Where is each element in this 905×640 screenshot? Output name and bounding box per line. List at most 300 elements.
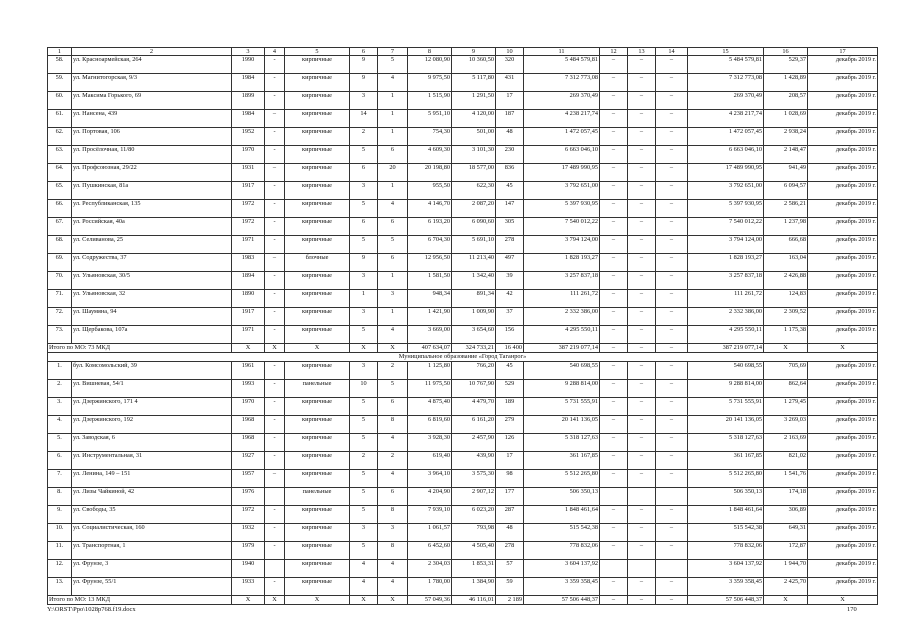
table-cell: 63. <box>48 146 72 164</box>
table-cell: 3 <box>350 524 378 542</box>
table-cell: 1 <box>378 110 408 128</box>
table-cell: - <box>265 290 285 308</box>
table-cell: 3. <box>48 398 72 416</box>
table-cell: 2 <box>350 128 378 146</box>
column-number: 14 <box>656 48 688 56</box>
register-table-sheet <box>47 47 877 605</box>
table-cell: – <box>265 254 285 272</box>
table-cell <box>600 560 628 578</box>
table-row <box>48 110 878 128</box>
table-cell: 766,20 <box>452 362 496 380</box>
table-cell: кирпичные <box>285 326 350 344</box>
table-cell: кирпичные <box>285 92 350 110</box>
column-number: 11 <box>524 48 600 56</box>
table-cell: 187 <box>496 110 524 128</box>
table-cell: 8 <box>378 542 408 560</box>
table-cell: кирпичные <box>285 578 350 596</box>
table-cell: – <box>628 416 656 434</box>
table-cell: 1968 <box>232 434 265 452</box>
table-cell: 4 204,90 <box>408 488 452 506</box>
table-cell: – <box>628 506 656 524</box>
column-number: 1 <box>48 48 72 56</box>
table-cell: 540 698,55 <box>688 362 764 380</box>
table-cell: 4 <box>350 560 378 578</box>
table-cell: 1 009,90 <box>452 308 496 326</box>
table-cell: 1 <box>378 272 408 290</box>
table-cell: - <box>265 218 285 236</box>
table-row <box>48 470 878 488</box>
table-cell: – <box>600 524 628 542</box>
table-cell: ул. Профсоюзная, 29/22 <box>72 164 232 182</box>
table-cell: 862,64 <box>764 380 808 398</box>
column-number: 12 <box>600 48 628 56</box>
table-cell: 1 <box>378 92 408 110</box>
table-cell: 2 087,20 <box>452 200 496 218</box>
table-cell: 1984 <box>232 74 265 92</box>
table-cell: - <box>265 542 285 560</box>
table-cell: - <box>265 182 285 200</box>
table-cell: 1. <box>48 362 72 380</box>
table-cell: 2 938,24 <box>764 128 808 146</box>
total-cell: X <box>265 344 285 353</box>
table-cell: ул. Инструментальная, 31 <box>72 452 232 470</box>
table-cell: – <box>656 182 688 200</box>
table-cell: декабрь 2019 г. <box>808 470 878 488</box>
table-cell: декабрь 2019 г. <box>808 272 878 290</box>
table-cell: 501,00 <box>452 128 496 146</box>
table-cell: ул. Красноармейская, 264 <box>72 56 232 74</box>
table-cell: – <box>600 236 628 254</box>
table-row <box>48 452 878 470</box>
table-cell: - <box>265 362 285 380</box>
table-cell: ул. Нансена, 439 <box>72 110 232 128</box>
table-cell: – <box>600 506 628 524</box>
table-cell: 66. <box>48 200 72 218</box>
table-cell: 1 853,31 <box>452 560 496 578</box>
table-cell: декабрь 2019 г. <box>808 200 878 218</box>
table-cell: 1 061,57 <box>408 524 452 542</box>
table-cell: 6. <box>48 452 72 470</box>
table-cell: кирпичные <box>285 506 350 524</box>
table-cell: 6 452,60 <box>408 542 452 560</box>
table-cell: декабрь 2019 г. <box>808 416 878 434</box>
table-cell: 5 <box>378 380 408 398</box>
table-cell: – <box>600 470 628 488</box>
table-cell: 4 <box>378 470 408 488</box>
table-cell: 821,02 <box>764 452 808 470</box>
table-row <box>48 434 878 452</box>
column-number: 10 <box>496 48 524 56</box>
column-number: 16 <box>764 48 808 56</box>
table-cell: 7 540 012,22 <box>688 218 764 236</box>
table-cell: – <box>628 524 656 542</box>
table-cell: – <box>628 398 656 416</box>
table-cell: 1 <box>378 182 408 200</box>
table-cell: 7 312 773,08 <box>688 74 764 92</box>
table-row <box>48 416 878 434</box>
total-row <box>48 596 878 605</box>
table-cell: 1 279,45 <box>764 398 808 416</box>
table-cell: 1961 <box>232 362 265 380</box>
table-cell: 6 663 046,10 <box>688 146 764 164</box>
table-cell: - <box>265 416 285 434</box>
table-cell: - <box>265 56 285 74</box>
table-cell: 1 028,69 <box>764 110 808 128</box>
table-cell: 5 <box>350 146 378 164</box>
table-cell: 1 125,80 <box>408 362 452 380</box>
table-row <box>48 488 878 506</box>
table-cell: кирпичные <box>285 398 350 416</box>
table-cell: 60. <box>48 92 72 110</box>
table-cell: 7 540 012,22 <box>524 218 600 236</box>
total-cell: – <box>656 596 688 605</box>
total-cell: 387 219 077,14 <box>688 344 764 353</box>
total-cell: X <box>764 344 808 353</box>
table-cell: – <box>600 398 628 416</box>
table-cell: 2 309,52 <box>764 308 808 326</box>
table-cell: 279 <box>496 416 524 434</box>
table-cell: - <box>265 452 285 470</box>
table-cell: 2 332 386,00 <box>688 308 764 326</box>
table-cell: 778 832,06 <box>524 542 600 560</box>
total-row <box>48 344 878 353</box>
table-cell: 5 <box>350 236 378 254</box>
column-number: 4 <box>265 48 285 56</box>
table-cell: 1983 <box>232 254 265 272</box>
table-cell: 2 426,88 <box>764 272 808 290</box>
table-cell: 10. <box>48 524 72 542</box>
table-cell: ул. Российская, 40а <box>72 218 232 236</box>
table-cell: ул. Республиканская, 135 <box>72 200 232 218</box>
table-row <box>48 398 878 416</box>
table-cell: ул. Щербакова, 107а <box>72 326 232 344</box>
table-cell: декабрь 2019 г. <box>808 398 878 416</box>
table-cell: 5 <box>350 542 378 560</box>
table-cell: кирпичные <box>285 200 350 218</box>
table-cell: 1972 <box>232 506 265 524</box>
total-label: Итого по МО: 13 МКД <box>48 596 232 605</box>
table-cell: ул. Содружества, 37 <box>72 254 232 272</box>
table-cell: 278 <box>496 236 524 254</box>
table-cell: 6 023,20 <box>452 506 496 524</box>
table-cell: ул. Максима Горького, 69 <box>72 92 232 110</box>
table-cell: кирпичные <box>285 290 350 308</box>
table-cell: ул. Фрунзе, 3 <box>72 560 232 578</box>
total-cell: X <box>265 596 285 605</box>
table-cell: – <box>628 92 656 110</box>
table-cell: 1993 <box>232 380 265 398</box>
table-cell: 3 101,30 <box>452 146 496 164</box>
table-row <box>48 182 878 200</box>
table-cell: 12. <box>48 560 72 578</box>
table-cell: – <box>656 506 688 524</box>
table-cell: 1952 <box>232 128 265 146</box>
table-cell: – <box>656 416 688 434</box>
table-cell: – <box>628 236 656 254</box>
table-cell: ул. Вишневая, 54/1 <box>72 380 232 398</box>
table-cell: – <box>656 308 688 326</box>
table-cell: декабрь 2019 г. <box>808 542 878 560</box>
table-cell: 6 <box>378 398 408 416</box>
total-cell: 387 219 077,14 <box>524 344 600 353</box>
table-cell: 124,83 <box>764 290 808 308</box>
total-cell: 57 049,36 <box>408 596 452 605</box>
table-cell: - <box>265 74 285 92</box>
table-cell: 1940 <box>232 560 265 578</box>
table-cell: - <box>265 506 285 524</box>
table-cell: 5 <box>350 470 378 488</box>
table-cell: – <box>600 290 628 308</box>
total-cell: 2 189 <box>496 596 524 605</box>
table-cell: 1990 <box>232 56 265 74</box>
table-cell: 69. <box>48 254 72 272</box>
table-cell: 2 148,47 <box>764 146 808 164</box>
table-cell: 2 304,03 <box>408 560 452 578</box>
table-cell: – <box>628 74 656 92</box>
table-cell: 3 794 124,00 <box>524 236 600 254</box>
table-cell: – <box>600 146 628 164</box>
table-cell: 70. <box>48 272 72 290</box>
table-cell: – <box>600 56 628 74</box>
table-cell: – <box>656 146 688 164</box>
table-cell: 4 238 217,74 <box>688 110 764 128</box>
table-cell: 1 848 461,64 <box>524 506 600 524</box>
table-cell: кирпичные <box>285 164 350 182</box>
table-cell: 1 780,00 <box>408 578 452 596</box>
table-cell: 306,89 <box>764 506 808 524</box>
table-cell: 305 <box>496 218 524 236</box>
table-cell: – <box>656 578 688 596</box>
table-cell: – <box>600 182 628 200</box>
table-cell: декабрь 2019 г. <box>808 182 878 200</box>
table-cell: 1932 <box>232 524 265 542</box>
table-cell: – <box>600 128 628 146</box>
table-cell: 269 370,49 <box>524 92 600 110</box>
table-cell: ул. Фрунзе, 55/1 <box>72 578 232 596</box>
table-cell: 515 542,38 <box>688 524 764 542</box>
table-cell: - <box>265 524 285 542</box>
table-cell: 5 731 555,91 <box>524 398 600 416</box>
table-cell: – <box>628 146 656 164</box>
table-cell: – <box>600 92 628 110</box>
table-cell: 3 792 651,00 <box>688 182 764 200</box>
table-row <box>48 218 878 236</box>
table-cell: – <box>600 164 628 182</box>
table-cell: 172,87 <box>764 542 808 560</box>
table-cell: 5 <box>378 56 408 74</box>
total-cell: – <box>600 344 628 353</box>
table-cell: – <box>600 200 628 218</box>
table-cell: 13. <box>48 578 72 596</box>
table-cell: 506 350,13 <box>688 488 764 506</box>
table-cell: – <box>600 326 628 344</box>
table-cell: 1970 <box>232 146 265 164</box>
page-number: 170 <box>847 606 857 613</box>
table-cell: – <box>265 470 285 488</box>
table-cell: 1 291,50 <box>452 92 496 110</box>
table-cell: декабрь 2019 г. <box>808 254 878 272</box>
table-cell: 3 359 358,45 <box>524 578 600 596</box>
table-cell: 1933 <box>232 578 265 596</box>
table-cell: - <box>265 308 285 326</box>
table-cell: 5 318 127,63 <box>524 434 600 452</box>
table-cell: 1957 <box>232 470 265 488</box>
table-cell: 9. <box>48 506 72 524</box>
table-cell: – <box>600 542 628 560</box>
table-cell: 1 472 057,45 <box>688 128 764 146</box>
table-cell: 361 167,85 <box>524 452 600 470</box>
table-cell: 4 875,40 <box>408 398 452 416</box>
table-cell: декабрь 2019 г. <box>808 452 878 470</box>
section-row <box>48 353 878 362</box>
table-cell: 4 <box>378 434 408 452</box>
table-cell: 4 505,40 <box>452 542 496 560</box>
table-cell: – <box>600 110 628 128</box>
table-cell: - <box>265 92 285 110</box>
table-cell: 3 575,30 <box>452 470 496 488</box>
table-cell: – <box>628 578 656 596</box>
table-cell: 230 <box>496 146 524 164</box>
table-cell: 5 484 579,81 <box>524 56 600 74</box>
table-cell: ул. Магнитогорская, 9/3 <box>72 74 232 92</box>
table-cell: 1 472 057,45 <box>524 128 600 146</box>
table-cell: 57 <box>496 560 524 578</box>
table-row <box>48 164 878 182</box>
table-cell: 9 975,50 <box>408 74 452 92</box>
table-cell: - <box>265 398 285 416</box>
total-cell: 57 506 448,37 <box>524 596 600 605</box>
table-cell: 1917 <box>232 182 265 200</box>
table-cell: 2 457,90 <box>452 434 496 452</box>
table-cell: 891,34 <box>452 290 496 308</box>
table-cell: 439,90 <box>452 452 496 470</box>
total-cell: X <box>350 596 378 605</box>
table-cell: 98 <box>496 470 524 488</box>
table-cell: 4 479,70 <box>452 398 496 416</box>
table-cell: 287 <box>496 506 524 524</box>
table-cell <box>265 560 285 578</box>
table-row <box>48 326 878 344</box>
table-cell: 5 691,10 <box>452 236 496 254</box>
table-cell: 4 295 550,11 <box>524 326 600 344</box>
table-cell: 4 120,00 <box>452 110 496 128</box>
table-cell: - <box>265 236 285 254</box>
table-cell: – <box>628 434 656 452</box>
table-cell: – <box>600 254 628 272</box>
table-cell: декабрь 2019 г. <box>808 146 878 164</box>
table-cell: - <box>265 146 285 164</box>
table-row <box>48 362 878 380</box>
table-row <box>48 578 878 596</box>
table-cell: – <box>656 272 688 290</box>
table-cell: 111 261,72 <box>688 290 764 308</box>
table-cell: – <box>628 56 656 74</box>
table-cell: кирпичные <box>285 434 350 452</box>
table-cell: 619,40 <box>408 452 452 470</box>
table-cell: – <box>656 326 688 344</box>
table-cell: 1890 <box>232 290 265 308</box>
table-cell: – <box>265 164 285 182</box>
table-cell: 7. <box>48 470 72 488</box>
table-cell: ул. Заводская, 6 <box>72 434 232 452</box>
table-cell: – <box>600 272 628 290</box>
table-cell: 6 161,20 <box>452 416 496 434</box>
table-cell: 48 <box>496 128 524 146</box>
table-cell: 1968 <box>232 416 265 434</box>
table-cell: - <box>265 272 285 290</box>
table-cell: 6 090,60 <box>452 218 496 236</box>
table-cell: кирпичные <box>285 182 350 200</box>
table-row <box>48 272 878 290</box>
table-row <box>48 56 878 74</box>
table-cell: 6 <box>350 164 378 182</box>
table-cell: 7 312 773,08 <box>524 74 600 92</box>
table-cell: декабрь 2019 г. <box>808 110 878 128</box>
table-cell: – <box>600 308 628 326</box>
table-cell: 9 <box>350 56 378 74</box>
table-cell: декабрь 2019 г. <box>808 326 878 344</box>
table-cell: 156 <box>496 326 524 344</box>
table-cell: 5 318 127,63 <box>688 434 764 452</box>
table-cell: 3 604 137,92 <box>524 560 600 578</box>
table-cell: декабрь 2019 г. <box>808 362 878 380</box>
table-row <box>48 74 878 92</box>
table-cell: 5 731 555,91 <box>688 398 764 416</box>
table-cell: кирпичные <box>285 308 350 326</box>
table-cell: панельные <box>285 380 350 398</box>
table-cell: 5 512 265,80 <box>524 470 600 488</box>
table-cell: кирпичные <box>285 110 350 128</box>
table-cell: 2 332 386,00 <box>524 308 600 326</box>
housing-register-table <box>47 47 878 605</box>
table-cell: 4 609,30 <box>408 146 452 164</box>
table-cell: – <box>600 452 628 470</box>
table-cell: 1894 <box>232 272 265 290</box>
table-cell: – <box>628 272 656 290</box>
table-cell: 9 <box>350 74 378 92</box>
table-cell: 6 <box>378 488 408 506</box>
table-cell: кирпичные <box>285 542 350 560</box>
table-cell: декабрь 2019 г. <box>808 578 878 596</box>
table-cell: 431 <box>496 74 524 92</box>
table-cell: 67. <box>48 218 72 236</box>
table-cell: 5 117,80 <box>452 74 496 92</box>
table-cell: ул. Селиванова, 25 <box>72 236 232 254</box>
column-number-row <box>48 48 878 56</box>
table-cell: – <box>656 92 688 110</box>
table-cell: 5 <box>350 416 378 434</box>
table-cell: кирпичные <box>285 236 350 254</box>
table-cell: 10 <box>350 380 378 398</box>
table-cell: 45 <box>496 182 524 200</box>
total-cell: 46 116,01 <box>452 596 496 605</box>
table-cell: 1 515,90 <box>408 92 452 110</box>
table-cell: 1 944,70 <box>764 560 808 578</box>
table-row <box>48 380 878 398</box>
table-cell: декабрь 2019 г. <box>808 560 878 578</box>
table-cell: ул. Ленина, 149 – 151 <box>72 470 232 488</box>
table-cell: – <box>656 218 688 236</box>
table-cell: 4 <box>378 74 408 92</box>
table-cell: 1 581,50 <box>408 272 452 290</box>
table-cell: 4 <box>378 326 408 344</box>
table-cell: 5 397 930,95 <box>688 200 764 218</box>
table-cell: 1 541,76 <box>764 470 808 488</box>
table-cell: 59 <box>496 578 524 596</box>
table-cell <box>656 488 688 506</box>
table-cell: 4 238 217,74 <box>524 110 600 128</box>
table-cell: 17 489 990,95 <box>524 164 600 182</box>
